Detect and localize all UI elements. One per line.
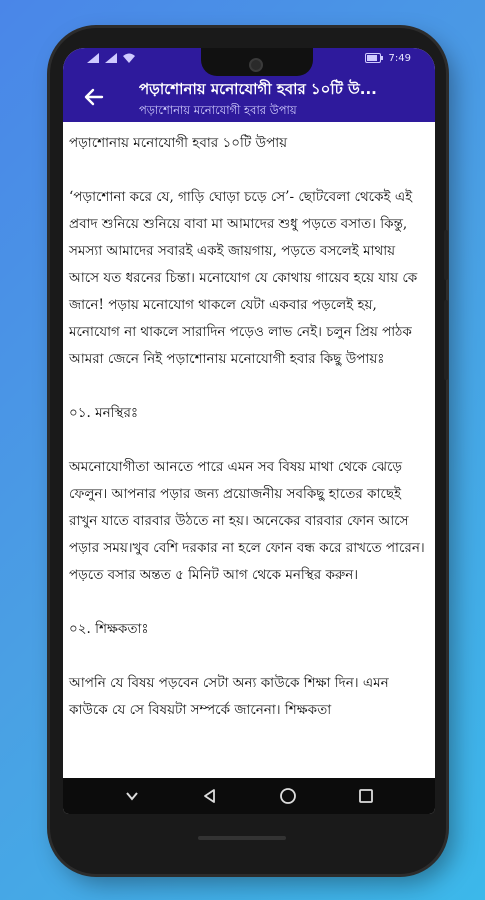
phone-power-button [444,230,448,280]
paragraph-spacer [69,373,429,400]
phone-volume-button [444,300,448,380]
front-camera [249,58,263,72]
chevron-down-icon [124,788,140,804]
article-heading: পড়াশোনায় মনোযোগী হবার ১০টি উপায় [69,135,288,151]
nav-home-button[interactable] [274,782,302,810]
status-time: 7:49 [388,53,411,64]
app-bar [63,72,435,122]
phone-bottom-bar [198,836,286,840]
status-right-icons [365,53,411,64]
section-1-body: অমনোযোগীতা আনতে পারে এমন সব বিষয় মাথা থেকে ঝেড়ে ফেলুন। আপনার পড়ার জন্য প্রয়োজনীয় সবকিছু হাতের কাছেই রাখুন যাতে বারবার উঠতে না হয়। অনেকের বারবার ফোন আসে পড়ার সময়।খুব বেশি দরকার না হলে ফোন বন্ধ করে রাখতে পারেন। পড়তে বসার অন্তত ৫ মিনিট আগ থেকে মনস্থির করুন। [69,459,425,583]
phone-screen [63,48,435,814]
nav-hide-keyboard-button[interactable] [118,782,146,810]
wifi-icon [123,53,135,63]
app-title: পড়াশোনায় মনোযোগী হবার ১০টি উ... [139,80,377,98]
paragraph-spacer [69,427,429,454]
back-triangle-icon [202,788,218,804]
section-2-title: ০২. শিক্ষকতাঃ [69,621,149,637]
system-nav-bar [63,778,435,814]
home-circle-icon [279,787,297,805]
article-content[interactable] [63,122,435,778]
status-left-icons [87,53,135,63]
section-1-title: ০১. মনস্থিরঃ [69,405,139,421]
nav-back-button[interactable] [196,782,224,810]
signal-icon [105,53,117,63]
battery-icon [365,53,383,63]
app-subtitle: পড়াশোনায় মনোযোগী হবার উপায় [139,103,297,117]
arrow-left-icon [84,87,104,107]
paragraph-spacer [69,643,429,670]
paragraph-spacer [69,157,429,184]
article-intro: ‘পড়াশোনা করে যে, গাড়ি ঘোড়া চড়ে সে’- ছোটবেলা থেকেই এই প্রবাদ শুনিয়ে শুনিয়ে বাবা মা আমাদের শুধু পড়তে বসাত। কিন্তু, সমস্যা আমাদের সবারই একই জায়গায়, পড়তে বসলেই মাথায় আসে যত ধরনের চিন্তা। মনোযোগ যে কোথায় গায়েব হয়ে যায় কে জানে! পড়ায় মনোযোগ থাকলে যেটা একবার পড়লেই হয়, মনোযোগ না থাকলে সারাদিন পড়েও লাভ নেই। চলুন প্রিয় পাঠক আমরা জেনে নিই পড়াশোনায় মনোযোগী হবার কিছু উপায়ঃ [69,189,418,367]
signal-icon [87,53,99,63]
nav-recents-button[interactable] [352,782,380,810]
section-2-body: আপনি যে বিষয় পড়বেন সেটা অন্য কাউকে শিক্ষা দিন। এমন কাউকে যে সে বিষয়টা সম্পর্কে জানেনা। শিক্ষকতা [69,675,389,718]
paragraph-spacer [69,589,429,616]
recents-square-icon [358,788,374,804]
back-button[interactable] [77,80,111,114]
